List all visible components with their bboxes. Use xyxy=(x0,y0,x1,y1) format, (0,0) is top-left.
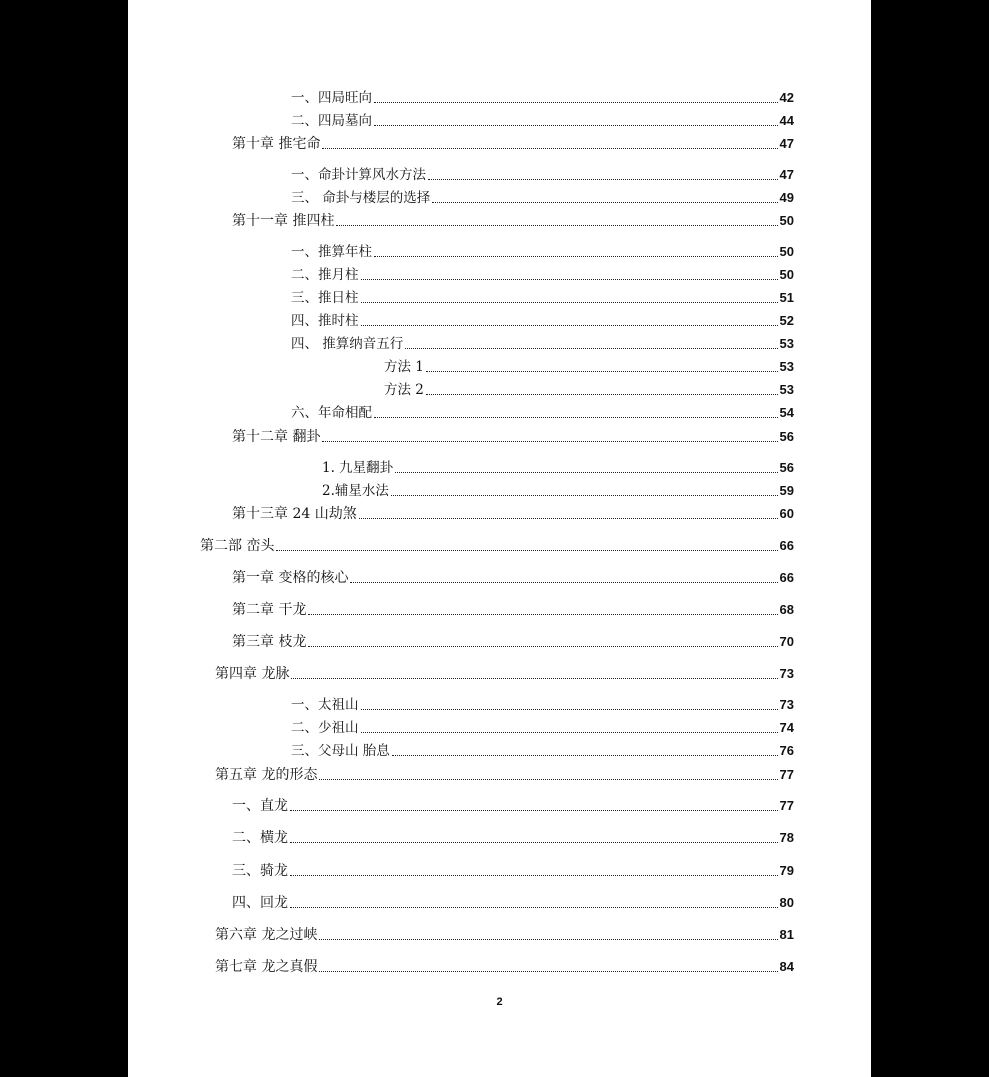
toc-entry-page: 76 xyxy=(779,743,794,758)
toc-entry-page: 52 xyxy=(779,313,794,328)
leader-dots xyxy=(322,148,777,149)
toc-entry-title: 一、太祖山 xyxy=(291,697,359,713)
toc-entry-page: 50 xyxy=(779,213,794,228)
leader-dots xyxy=(395,472,777,473)
toc-entry-page: 44 xyxy=(779,113,794,128)
toc-entry[interactable] xyxy=(232,601,794,619)
leader-dots xyxy=(405,348,777,349)
toc-entry-page: 66 xyxy=(779,538,794,553)
toc-entry-title: 第四章 龙脉 xyxy=(215,666,290,682)
toc-entry-title: 方法 2 xyxy=(384,382,424,398)
toc-entry-title: 第三章 枝龙 xyxy=(232,634,307,650)
toc-entry-page: 47 xyxy=(779,136,794,151)
toc-entry[interactable] xyxy=(291,112,794,130)
toc-entry[interactable] xyxy=(291,696,794,714)
toc-entry[interactable] xyxy=(322,482,794,500)
leader-dots xyxy=(374,256,778,257)
leader-dots xyxy=(350,582,777,583)
toc-entry-title: 第二章 干龙 xyxy=(232,602,307,618)
leader-dots xyxy=(432,202,777,203)
leader-dots xyxy=(361,279,778,280)
toc-entry-page: 68 xyxy=(779,602,794,617)
toc-entry-title: 六、年命相配 xyxy=(291,405,372,421)
toc-entry[interactable] xyxy=(291,719,794,737)
toc-entry[interactable] xyxy=(291,289,794,307)
toc-entry-title: 第十一章 推四柱 xyxy=(232,213,335,229)
toc-entry[interactable] xyxy=(215,665,794,683)
toc-entry[interactable] xyxy=(291,404,794,422)
toc-entry-title: 第一章 变格的核心 xyxy=(232,570,349,586)
toc-entry-page: 66 xyxy=(779,570,794,585)
toc-entry-page: 73 xyxy=(779,697,794,712)
toc-entry-title: 一、命卦计算风水方法 xyxy=(291,167,426,183)
toc-entry[interactable] xyxy=(200,537,794,555)
toc-entry-page: 51 xyxy=(779,290,794,305)
toc-entry-title: 三、 命卦与楼层的选择 xyxy=(291,190,431,206)
toc-entry[interactable] xyxy=(232,428,794,446)
leader-dots xyxy=(308,614,777,615)
toc-entry-title: 二、横龙 xyxy=(232,830,288,846)
toc-entry-page: 59 xyxy=(779,483,794,498)
toc-entry[interactable] xyxy=(384,381,794,399)
toc-entry-title: 一、四局旺向 xyxy=(291,90,372,106)
toc-entry-title: 第十二章 翻卦 xyxy=(232,429,321,445)
toc-entry-title: 四、 推算纳音五行 xyxy=(291,336,404,352)
toc-entry[interactable] xyxy=(291,335,794,353)
toc-entry[interactable] xyxy=(215,958,794,976)
leader-dots xyxy=(359,518,778,519)
leader-dots xyxy=(336,225,777,226)
leader-dots xyxy=(428,179,778,180)
toc-entry-title: 方法 1 xyxy=(384,359,424,375)
toc-entry-title: 一、直龙 xyxy=(232,798,288,814)
toc-entry[interactable] xyxy=(232,569,794,587)
toc-entry[interactable] xyxy=(232,862,794,880)
toc-entry[interactable] xyxy=(215,766,794,784)
toc-entry-title: 第十章 推宅命 xyxy=(232,136,321,152)
leader-dots xyxy=(276,550,777,551)
leader-dots xyxy=(290,875,778,876)
toc-entry-page: 56 xyxy=(779,460,794,475)
toc-entry-title: 二、少祖山 xyxy=(291,720,359,736)
toc-entry[interactable] xyxy=(291,742,794,760)
toc-entry-page: 79 xyxy=(779,863,794,878)
leader-dots xyxy=(374,102,778,103)
toc-entry[interactable] xyxy=(291,243,794,261)
leader-dots xyxy=(290,907,778,908)
toc-entry-title: 第二部 峦头 xyxy=(200,538,275,554)
toc-entry[interactable] xyxy=(232,212,794,230)
toc-entry-page: 53 xyxy=(779,336,794,351)
leader-dots xyxy=(361,732,778,733)
toc-entry-page: 49 xyxy=(779,190,794,205)
toc-entry[interactable] xyxy=(232,135,794,153)
leader-dots xyxy=(426,371,778,372)
toc-entry-title: 1. 九星翻卦 xyxy=(322,460,394,476)
toc-entry[interactable] xyxy=(384,358,794,376)
toc-entry-title: 一、推算年柱 xyxy=(291,244,372,260)
toc-entry-page: 53 xyxy=(779,382,794,397)
toc-entry-page: 50 xyxy=(779,244,794,259)
leader-dots xyxy=(290,842,778,843)
toc-entry[interactable] xyxy=(232,894,794,912)
toc-entry-page: 81 xyxy=(779,927,794,942)
toc-entry[interactable] xyxy=(291,189,794,207)
toc-entry-page: 53 xyxy=(779,359,794,374)
toc-entry[interactable] xyxy=(232,633,794,651)
document-page xyxy=(128,0,871,1077)
toc-entry-page: 56 xyxy=(779,429,794,444)
toc-entry-title: 第五章 龙的形态 xyxy=(215,767,318,783)
page-number: 2 xyxy=(496,996,503,1008)
toc-entry-title: 2.辅星水法 xyxy=(322,483,389,499)
leader-dots xyxy=(392,755,778,756)
leader-dots xyxy=(391,495,778,496)
toc-entry-page: 77 xyxy=(779,798,794,813)
toc-entry[interactable] xyxy=(291,89,794,107)
leader-dots xyxy=(319,939,777,940)
toc-entry-title: 四、回龙 xyxy=(232,895,288,911)
toc-entry-page: 54 xyxy=(779,405,794,420)
leader-dots xyxy=(319,971,777,972)
toc-entry-page: 73 xyxy=(779,666,794,681)
toc-entry-title: 三、推日柱 xyxy=(291,290,359,306)
leader-dots xyxy=(322,441,777,442)
toc-entry[interactable] xyxy=(291,312,794,330)
leader-dots xyxy=(374,125,778,126)
leader-dots xyxy=(361,325,778,326)
toc-entry-title: 二、推月柱 xyxy=(291,267,359,283)
toc-entry-page: 84 xyxy=(779,959,794,974)
toc-entry-page: 47 xyxy=(779,167,794,182)
toc-entry-page: 70 xyxy=(779,634,794,649)
toc-entry-page: 78 xyxy=(779,830,794,845)
toc-entry[interactable] xyxy=(232,505,794,523)
toc-entry-page: 42 xyxy=(779,90,794,105)
toc-entry[interactable] xyxy=(232,797,794,815)
toc-entry-title: 三、父母山 胎息 xyxy=(291,743,390,759)
leader-dots xyxy=(308,646,777,647)
toc-entry-title: 三、骑龙 xyxy=(232,863,288,879)
leader-dots xyxy=(426,394,778,395)
toc-entry[interactable] xyxy=(215,926,794,944)
toc-entry-title: 第六章 龙之过峡 xyxy=(215,927,318,943)
toc-entry[interactable] xyxy=(322,459,794,477)
toc-entry-page: 77 xyxy=(779,767,794,782)
toc-entry-title: 第十三章 24 山劫煞 xyxy=(232,506,357,522)
toc-entry-page: 60 xyxy=(779,506,794,521)
toc-entry-title: 四、推时柱 xyxy=(291,313,359,329)
toc-entry[interactable] xyxy=(291,266,794,284)
toc-entry-page: 80 xyxy=(779,895,794,910)
leader-dots xyxy=(290,810,778,811)
leader-dots xyxy=(319,779,777,780)
leader-dots xyxy=(361,709,778,710)
toc-entry-page: 74 xyxy=(779,720,794,735)
leader-dots xyxy=(374,417,778,418)
leader-dots xyxy=(291,678,777,679)
toc-entry[interactable] xyxy=(232,829,794,847)
leader-dots xyxy=(361,302,778,303)
toc-entry-title: 二、四局墓向 xyxy=(291,113,372,129)
toc-entry-title: 第七章 龙之真假 xyxy=(215,959,318,975)
toc-entry[interactable] xyxy=(291,166,794,184)
toc-entry-page: 50 xyxy=(779,267,794,282)
